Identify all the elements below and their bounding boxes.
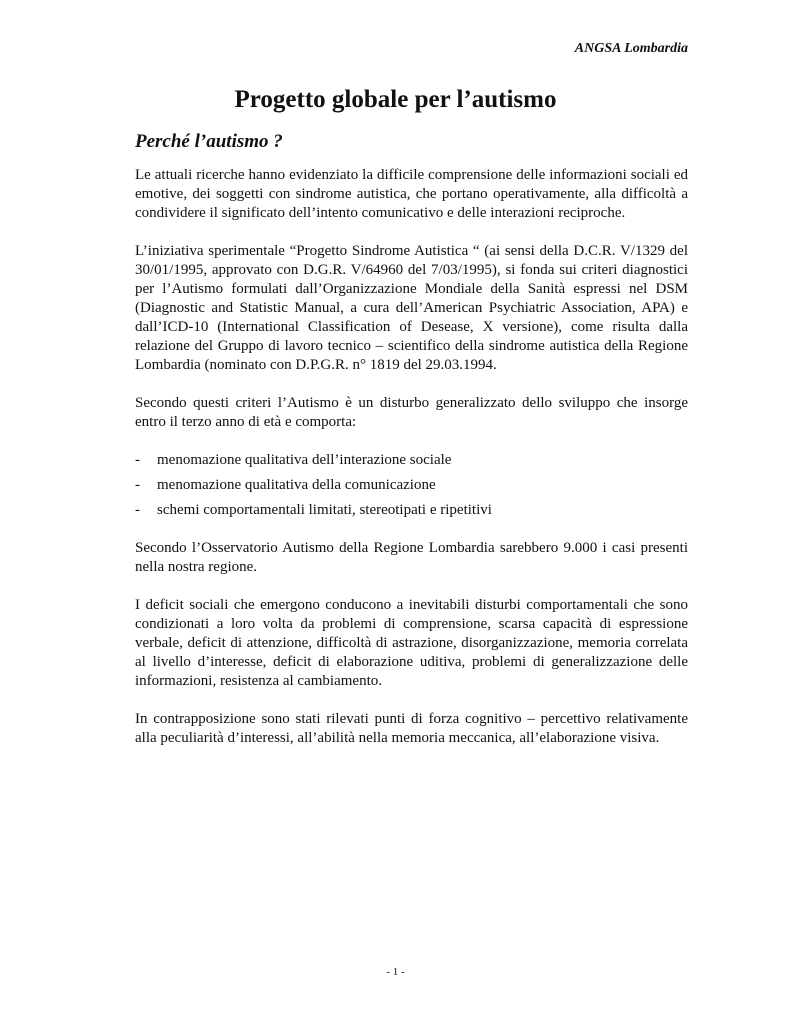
page-number: - 1 -	[386, 966, 405, 978]
paragraph: L’iniziativa sperimentale “Progetto Sindrome Autistica “ (ai sensi della D.C.R. V/1329 del 30/01/1995, approvato con D.G.R. V/64960 del 7/03/1995), si fonda sui criteri diagnostici per l’Autismo formulati dall’Organizzazione Mondiale della Sanità espressi nel DSM (Diagnostic and Statistic Manual, a cura dell’American Psychiatric Association, APA) e dall’ICD-10 (International Classification of Desease, X versione), come risulta dalla relazione del Gruppo di lavoro tecnico – scientifico della sindrome autistica della Regione Lombardia (nominato con D.P.G.R. n° 1819 del 29.03.1994.	[135, 243, 688, 373]
list-item	[135, 501, 688, 520]
list-item	[135, 451, 688, 470]
bullet-marker: -	[135, 477, 140, 493]
bullet-marker: -	[135, 452, 140, 468]
header-org: ANGSA Lombardia	[574, 41, 688, 56]
list-item	[135, 476, 688, 495]
list-item-text: menomazione qualitativa della comunicazione	[157, 477, 436, 493]
paragraph: In contrapposizione sono stati rilevati punti di forza cognitivo – percettivo relativamente alla peculiarità d’interessi, all’abilità nella memoria meccanica, all’elaborazione visiva.	[135, 711, 688, 746]
list-item-text: menomazione qualitativa dell’interazione sociale	[157, 452, 452, 468]
paragraph: Le attuali ricerche hanno evidenziato la difficile comprensione delle informazioni sociali ed emotive, dei soggetti con sindrome autistica, che portano operativamente, alla difficoltà a condividere il significato dell’intento comunicativo e delle interazioni reciproche.	[135, 167, 688, 221]
section-subtitle: Perché l’autismo ?	[135, 131, 283, 152]
paragraph: Secondo l’Osservatorio Autismo della Regione Lombardia sarebbero 9.000 i casi presenti nella nostra regione.	[135, 540, 688, 575]
paragraph: I deficit sociali che emergono conducono a inevitabili disturbi comportamentali che sono condizionati a loro volta da problemi di comprensione, scarsa capacità di espressione verbale, deficit di attenzione, difficoltà di astrazione, disorganizzazione, memoria correlata al livello d’interesse, deficit di elaborazione uditiva, problemi di generalizzazione delle informazioni, resistenza al cambiamento.	[135, 597, 688, 689]
document-body	[135, 166, 688, 767]
list-item-text: schemi comportamentali limitati, stereotipati e ripetitivi	[157, 502, 492, 518]
paragraph: Secondo questi criteri l’Autismo è un disturbo generalizzato dello sviluppo che insorge entro il terzo anno di età e comporta:	[135, 395, 688, 430]
criteria-list	[135, 451, 688, 520]
bullet-marker: -	[135, 502, 140, 518]
page-title: Progetto globale per l’autismo	[234, 86, 557, 113]
